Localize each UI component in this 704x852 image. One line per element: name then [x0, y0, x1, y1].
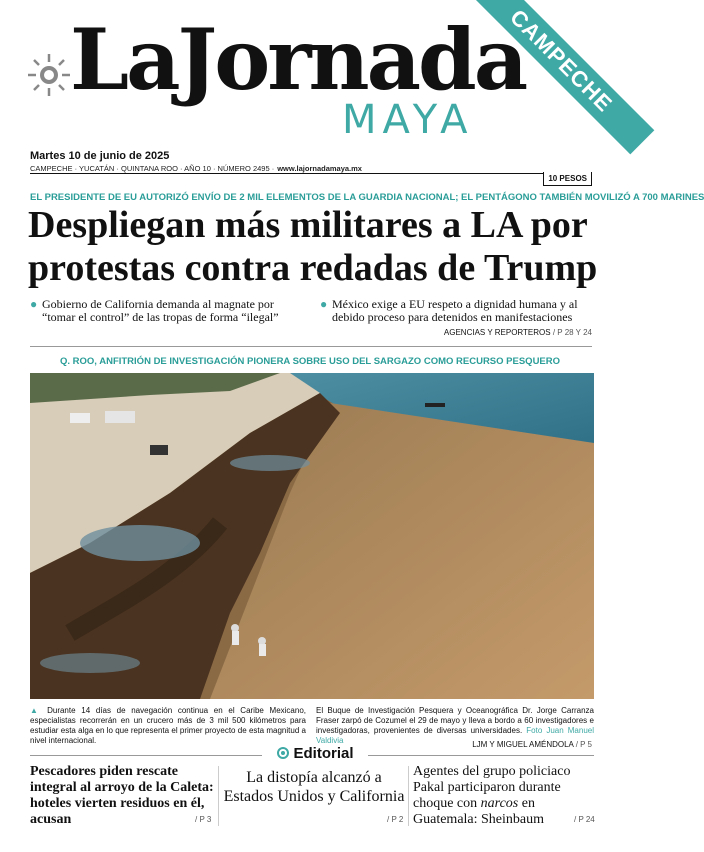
sargassum-beach-photo [30, 373, 594, 699]
lead-credit-text: AGENCIAS Y REPORTEROS [443, 328, 551, 337]
issue-regions: CAMPECHE · YUCATÁN · QUINTANA ROO · AÑO 10 · NÚMERO 2495 · [30, 164, 275, 173]
price-tag: 10 PESOS [543, 172, 592, 186]
photo-caption-left [30, 706, 306, 746]
editorial-sun-icon [276, 746, 290, 760]
lead-bullet-text: México exige a EU respeto a dignidad humana y al debido proceso para detenidos en manifestaciones [332, 297, 578, 324]
caption-right-text: El Buque de Investigación Pesquera y Oceanográfica Dr. Jorge Carranza Fraser zarpó de Cozumel el 29 de mayo y lleva a bordo a 60 investigadores e investigadoras, provenientes de diversas universidades. [316, 706, 594, 735]
section-rule [30, 346, 592, 347]
story1-page: / P 3 [195, 815, 212, 824]
lead-credit-page: / P 28 Y 24 [552, 328, 592, 337]
lead-bullet-text: Gobierno de California demanda al magnate por “tomar el control” de las tropas de forma “ilegal” [42, 297, 279, 324]
dateline [30, 150, 592, 173]
edition-label: CAMPECHE [468, 0, 655, 154]
editorial-rule-left [30, 755, 262, 756]
bullet-dot-icon: ● [30, 297, 38, 311]
story3-page: / P 24 [574, 815, 595, 824]
sun-logo-icon [26, 52, 72, 98]
issue-meta [30, 164, 592, 173]
lead-bullets [30, 298, 592, 324]
caption-left-text: Durante 14 días de navegación continua en el Caribe Mexicano, especialistas recorrerán en un crucero más de 3 mil 500 kilómetros para estudiar esta alga en lo que representa el primer proyecto de esta magnitud a nivel internacional. [30, 706, 307, 745]
logo-maya: MAYA [342, 97, 474, 143]
story2-page: / P 2 [387, 815, 404, 824]
story3-pre: Agentes del grupo policiaco Pakal participaron durante choque con [413, 764, 571, 811]
bottom-story-2[interactable]: La distopía alcanzó a Estados Unidos y California [223, 769, 405, 805]
authors-text: LJM Y MIGUEL AMÉNDOLA [472, 740, 574, 749]
lead-credit [444, 328, 592, 337]
dateline-rule [30, 173, 592, 174]
lead-bullet [30, 298, 302, 324]
photo-credit: Foto Juan Manuel Valdivia [316, 726, 595, 745]
website-url: www.lajornadamaya.mx [277, 164, 362, 173]
masthead [0, 0, 620, 150]
editorial-label: Editorial [293, 745, 354, 762]
bottom-story-1[interactable]: Pescadores piden rescate integral al arroyo de la Caleta: hoteles vierten residuos en él, acusan [30, 764, 214, 827]
story3-em: narcos [480, 796, 519, 811]
lead-kicker: EL PRESIDENTE DE EU AUTORIZÓ ENVÍO DE 2 MIL ELEMENTOS DE LA GUARDIA NACIONAL; EL PENTÁGONO TAMBIÉN MOVILIZÓ A 700 MARINES [30, 192, 704, 203]
lead-bullet [320, 298, 592, 324]
authors-page: / P 5 [575, 740, 592, 749]
story3-post: en Guatemala: Sheinbaum [413, 796, 545, 827]
editorial-heading [262, 745, 368, 762]
photo-kicker: Q. ROO, ANFITRIÓN DE INVESTIGACIÓN PIONERA SOBRE USO DEL SARGAZO COMO RECURSO PESQUERO [59, 356, 561, 367]
edition-sash [460, 0, 620, 160]
editorial-rule-right [368, 755, 594, 756]
photo-story-authors [472, 740, 592, 749]
column-divider [218, 766, 219, 826]
logo-la-jornada: LaJornada [70, 10, 526, 109]
caption-triangle-icon: ▲ [30, 706, 42, 715]
column-divider [408, 766, 409, 826]
bullet-dot-icon: ● [320, 297, 328, 311]
bottom-story-3[interactable] [413, 764, 597, 828]
issue-date: Martes 10 de junio de 2025 [30, 150, 170, 162]
lead-headline: Despliegan más militares a LA por protestas contra redadas de Trump [28, 204, 598, 289]
